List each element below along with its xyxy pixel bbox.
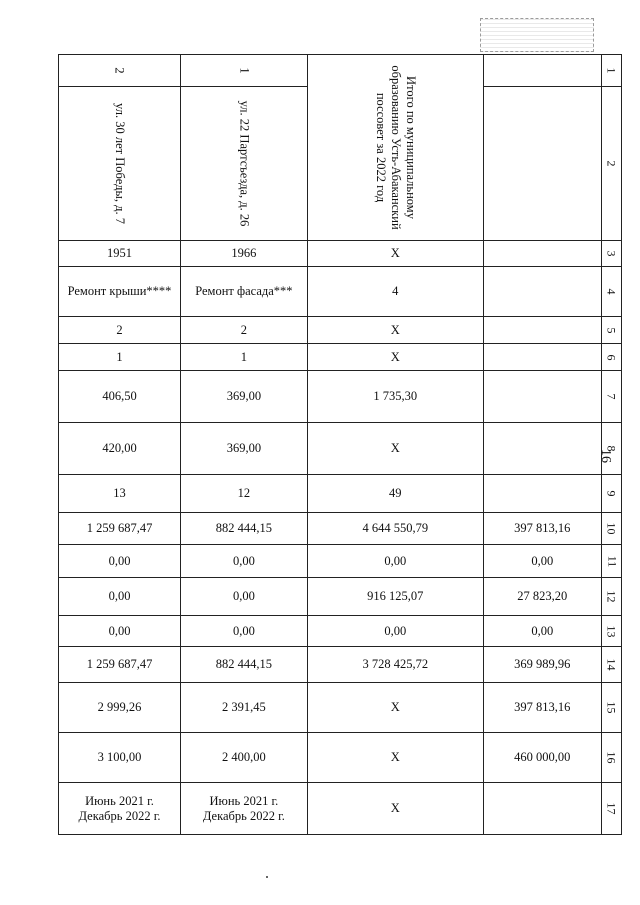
table-cell: 12 (181, 475, 308, 513)
row-number: 15 (601, 683, 621, 733)
table-cell: Х (307, 683, 483, 733)
period-end: Декабрь 2022 г. (202, 808, 285, 823)
table-cell (483, 783, 601, 835)
data-table (58, 54, 622, 835)
table-cell: 0,00 (483, 616, 601, 647)
row-number: 14 (601, 647, 621, 683)
row-number: 2 (601, 87, 621, 241)
table-cell: 369,00 (181, 371, 308, 423)
table-cell (483, 344, 601, 371)
table-cell: 2 (181, 317, 308, 344)
table-cell (59, 783, 181, 835)
table-cell (483, 371, 601, 423)
period-start: Июнь 2021 г. (85, 793, 154, 808)
table-cell (483, 317, 601, 344)
table-cell: 2 400,00 (181, 733, 308, 783)
table-row (59, 545, 622, 578)
table-cell: 0,00 (307, 545, 483, 578)
table-cell: 4 (307, 267, 483, 317)
row-number: 3 (601, 241, 621, 267)
table-cell: 916 125,07 (307, 578, 483, 616)
table-cell: 1 (181, 55, 308, 87)
table-cell: Х (307, 783, 483, 835)
table-cell: 0,00 (181, 616, 308, 647)
table-cell: 0,00 (181, 545, 308, 578)
table-row (59, 647, 622, 683)
table-row (59, 683, 622, 733)
row-number: 1 (601, 55, 621, 87)
table-cell (483, 423, 601, 475)
period-end: Декабрь 2022 г. (78, 808, 161, 823)
table-cell: Х (307, 733, 483, 783)
table-cell (483, 241, 601, 267)
table-cell: 369 989,96 (483, 647, 601, 683)
row-number: 17 (601, 783, 621, 835)
table-row (59, 783, 622, 835)
table-cell: 1 259 687,47 (59, 513, 181, 545)
table-cell: 49 (307, 475, 483, 513)
table-cell: 0,00 (483, 545, 601, 578)
table-cell: ул. 22 Партсъезда, д. 26 (181, 87, 308, 241)
table-row (59, 475, 622, 513)
table-cell: 3 728 425,72 (307, 647, 483, 683)
table-row (59, 241, 622, 267)
table-row (59, 423, 622, 475)
table-row (59, 513, 622, 545)
table-cell: Ремонт крыши**** (59, 267, 181, 317)
table-cell: 882 444,15 (181, 513, 308, 545)
row-number: 6 (601, 344, 621, 371)
table-cell: 1 (181, 344, 308, 371)
table-row (59, 616, 622, 647)
table-cell: 1 259 687,47 (59, 647, 181, 683)
row-number: 5 (601, 317, 621, 344)
row-number: 7 (601, 371, 621, 423)
table-cell: Х (307, 423, 483, 475)
table-cell: 420,00 (59, 423, 181, 475)
stamp (480, 18, 594, 52)
table-cell: 397 813,16 (483, 683, 601, 733)
row-number: 8 (601, 423, 621, 475)
table-cell: 882 444,15 (181, 647, 308, 683)
table-row (59, 578, 622, 616)
table-cell (483, 55, 601, 87)
table-cell: 0,00 (307, 616, 483, 647)
row-number: 16 (601, 733, 621, 783)
table-cell: ул. 30 лет Победы, д. 7 (59, 87, 181, 241)
table-cell: 2 999,26 (59, 683, 181, 733)
table-cell: 1 (59, 344, 181, 371)
row-number: 4 (601, 267, 621, 317)
table-cell: 2 (59, 317, 181, 344)
table-cell: 2 (59, 55, 181, 87)
row-number: 11 (601, 545, 621, 578)
row-number: 9 (601, 475, 621, 513)
table-cell: Ремонт фасада*** (181, 267, 308, 317)
table-cell: 2 391,45 (181, 683, 308, 733)
table-cell: 397 813,16 (483, 513, 601, 545)
table-row (59, 344, 622, 371)
period-start: Июнь 2021 г. (209, 793, 279, 808)
table-cell: Х (307, 317, 483, 344)
table-cell (483, 267, 601, 317)
table-cell: 1966 (181, 241, 308, 267)
table-cell: 460 000,00 (483, 733, 601, 783)
row-number: 10 (601, 513, 621, 545)
table-cell (181, 783, 308, 835)
table-row (59, 317, 622, 344)
row-number: 13 (601, 616, 621, 647)
table-cell: Х (307, 344, 483, 371)
table-cell: 27 823,20 (483, 578, 601, 616)
page-number: 16 (598, 449, 613, 463)
table-cell: 0,00 (59, 616, 181, 647)
table-cell: 0,00 (59, 578, 181, 616)
table-cell: Х (307, 241, 483, 267)
table-cell: 13 (59, 475, 181, 513)
table-row (59, 371, 622, 423)
table-cell: 0,00 (59, 545, 181, 578)
table-cell: 1951 (59, 241, 181, 267)
table-row (59, 267, 622, 317)
row-number: 12 (601, 578, 621, 616)
table-cell: 369,00 (181, 423, 308, 475)
table-cell (483, 87, 601, 241)
table-cell: 406,50 (59, 371, 181, 423)
table-row (59, 55, 622, 87)
table-cell: 4 644 550,79 (307, 513, 483, 545)
table-cell: Итого по муниципальному образованию Усть-Абаканский поссовет за 2022 год (307, 55, 483, 241)
table-cell: 1 735,30 (307, 371, 483, 423)
dot-mark (266, 876, 268, 878)
table-cell (483, 475, 601, 513)
table-cell: 0,00 (181, 578, 308, 616)
table-cell: 3 100,00 (59, 733, 181, 783)
table-row (59, 733, 622, 783)
